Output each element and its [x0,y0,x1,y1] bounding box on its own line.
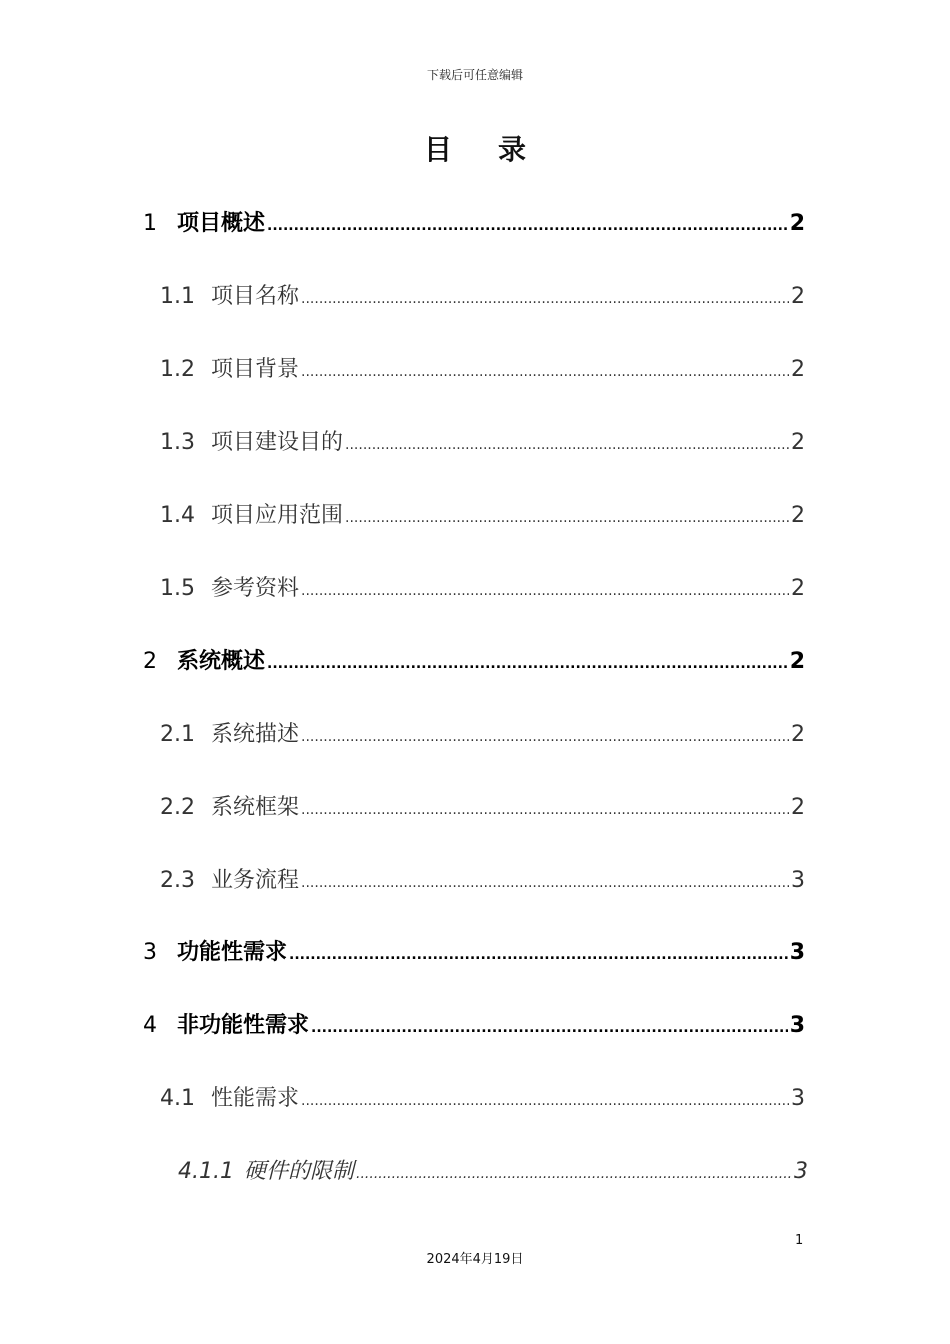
toc-entry-page: 2 [789,211,805,236]
toc-entry-page: 2 [791,722,805,747]
toc-leader-dots [301,291,789,307]
toc-leader-dots [289,947,788,963]
toc-entry-2-3[interactable] [160,863,805,894]
toc-entry-page: 3 [794,1159,808,1184]
toc-leader-dots [267,218,788,234]
toc-entry-label: 系统描述 [211,722,300,747]
toc-entry-1[interactable] [143,206,805,237]
toc-entry-number: 2.3 [160,868,195,893]
toc-entry-1-1[interactable] [160,279,805,310]
toc-entry-page: 3 [791,1086,805,1111]
toc-entry-label: 项目名称 [211,284,300,309]
toc-leader-dots [345,437,789,453]
toc-entry-label: 功能性需求 [177,940,288,965]
toc-entry-page: 2 [791,795,805,820]
toc-entry-page: 2 [791,503,805,528]
toc-entry-number: 4 [143,1013,157,1038]
toc-entry-number: 1.5 [160,576,195,601]
toc-entry-label: 项目应用范围 [211,503,344,528]
toc-leader-dots [356,1166,792,1182]
toc-entry-4-1-1[interactable] [178,1154,808,1185]
toc-leader-dots [345,510,789,526]
toc-entry-label: 项目背景 [211,357,300,382]
toc-entry-4-1[interactable] [160,1081,805,1112]
toc-entry-2[interactable] [143,644,805,675]
toc-entry-number: 1.2 [160,357,195,382]
toc-entry-number: 1.3 [160,430,195,455]
page-header: 下载后可任意编辑 [426,68,523,82]
toc-entry-1-4[interactable] [160,498,805,529]
toc-leader-dots [301,802,789,818]
toc-title-char-2: 录 [498,133,527,166]
toc-entry-page: 3 [791,868,805,893]
toc-entry-label: 参考资料 [211,576,300,601]
toc-entry-label: 项目建设目的 [211,430,344,455]
page-number: 1 [795,1233,804,1248]
toc-entry-page: 3 [789,940,805,965]
toc-title [0,128,950,168]
toc-entry-number: 2.1 [160,722,195,747]
toc-leader-dots [301,583,789,599]
toc-entry-1-5[interactable] [160,571,805,602]
toc-entry-page: 2 [791,576,805,601]
toc-leader-dots [301,875,789,891]
toc-entry-label: 非功能性需求 [177,1013,310,1038]
toc-leader-dots [301,364,789,380]
toc-leader-dots [301,729,789,745]
toc-entry-label: 系统框架 [211,795,300,820]
toc-entry-number: 1.4 [160,503,195,528]
toc-title-char-1: 目 [423,133,452,166]
toc-entry-page: 2 [791,357,805,382]
toc-entry-2-2[interactable] [160,790,805,821]
toc-entry-page: 3 [789,1013,805,1038]
toc-entry-number: 2 [143,649,157,674]
toc-entry-page: 2 [791,284,805,309]
toc-entry-1-2[interactable] [160,352,805,383]
toc-entry-label: 系统概述 [177,649,266,674]
toc-entry-3[interactable] [143,935,805,966]
toc-entry-number: 4.1.1 [178,1159,234,1184]
toc-entry-number: 1.1 [160,284,195,309]
toc-entry-number: 2.2 [160,795,195,820]
toc-entry-number: 1 [143,211,157,236]
toc-entry-2-1[interactable] [160,717,805,748]
toc-entry-label: 业务流程 [211,868,300,893]
footer-date: 2024年4月19日 [426,1252,524,1267]
toc-entry-4[interactable] [143,1008,805,1039]
toc-leader-dots [311,1020,788,1036]
toc-entry-label: 性能需求 [211,1086,300,1111]
toc-entry-label: 硬件的限制 [244,1159,355,1184]
toc-entry-number: 3 [143,940,157,965]
toc-entry-label: 项目概述 [177,211,266,236]
toc-entry-number: 4.1 [160,1086,195,1111]
toc-entry-page: 2 [791,430,805,455]
toc-leader-dots [301,1093,789,1109]
toc-leader-dots [267,656,788,672]
toc-entry-page: 2 [789,649,805,674]
toc-entry-1-3[interactable] [160,425,805,456]
